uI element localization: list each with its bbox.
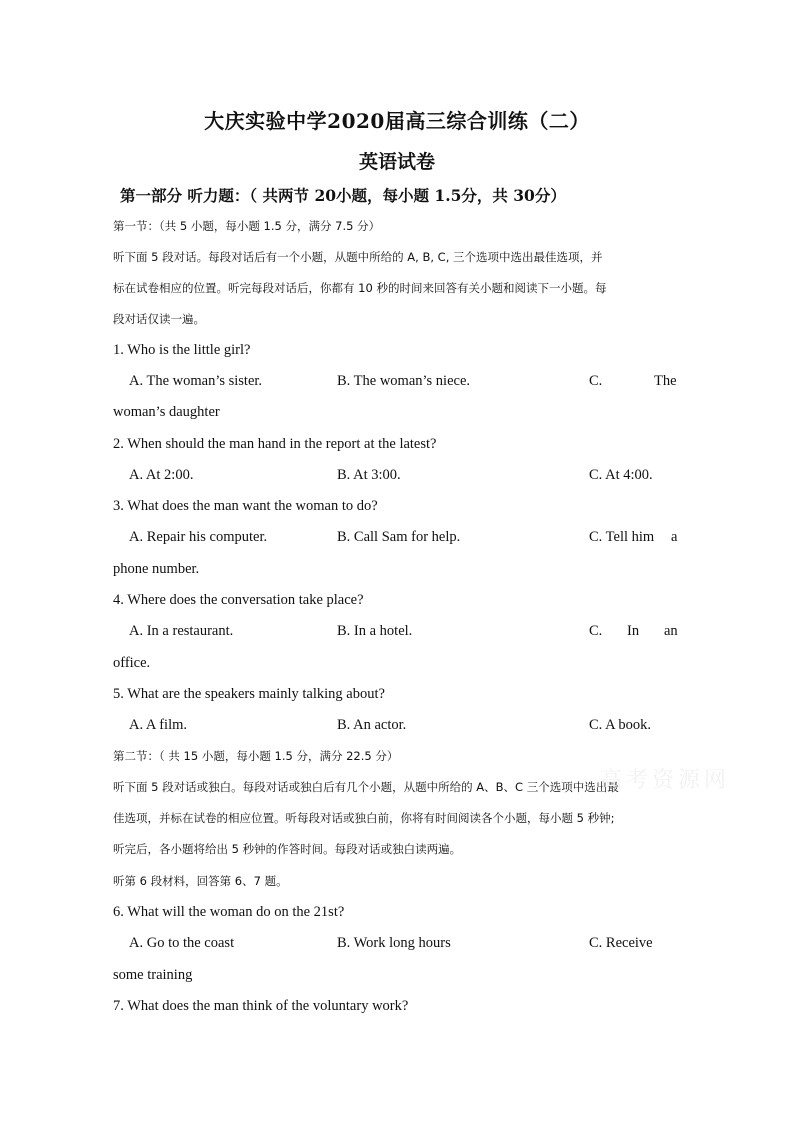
question-5-option-a: A. A film. [129,717,188,733]
question-5-stem: 5. What are the speakers mainly talking about? [113,686,385,702]
part1-heading: 第一部分 听力题：（ 共两节 20小题，每小题 1.5分，共 30分） [120,186,566,205]
question-3-option-b: B. Call Sam for help. [337,529,461,545]
question-6-option-c: C. Receive [589,935,653,951]
material-note: 听第 6 段材料，回答第 6、7 题。 [113,874,288,888]
section2-instructions-line1: 听下面 5 段对话或独白。每段对话或独白后有几个小题，从题中所给的 A、B、C 三个选项中选出最 [113,780,619,794]
question-4-option-b: B. In a hotel. [337,623,413,639]
question-2-option-c: C. At 4:00. [589,467,653,483]
question-1-option-a: A. The woman’s sister. [129,373,263,389]
question-3-option-c-label: C. Tell him [589,529,655,545]
question-1-option-b: B. The woman’s niece. [337,373,471,389]
question-1-stem: 1. Who is the little girl? [113,342,251,358]
question-3-option-c-text: a [671,529,678,545]
question-6-stem: 6. What will the woman do on the 21st? [113,904,345,920]
question-2-option-a: A. At 2:00. [129,467,194,483]
section1-instructions-line2: 标在试卷相应的位置。听完每段对话后，你都有 10 秒的时间来回答有关小题和阅读下一小题。每 [113,281,607,295]
question-3-option-c-continued: phone number. [113,561,200,577]
question-4-option-c-label: C. [589,623,603,639]
section2-heading: 第二节：（ 共 15 小题，每小题 1.5 分，满分 22.5 分） [113,749,399,763]
question-4-option-c-word1: In [627,623,640,639]
question-6-option-a: A. Go to the coast [129,935,235,951]
question-5-option-b: B. An actor. [337,717,407,733]
question-6-option-c-continued: some training [113,967,193,983]
question-4-option-c-continued: office. [113,655,151,671]
question-3-option-a: A. Repair his computer. [129,529,268,545]
question-1-option-c-text: The [654,373,677,389]
watermark: 高考资源网 [600,768,731,793]
question-7-stem: 7. What does the man think of the voluntary work? [113,998,409,1014]
question-1-option-c-label: C. [589,373,603,389]
section1-instructions-line1: 听下面 5 段对话。每段对话后有一个小题，从题中所给的 A, B, C, 三个选项中选出最佳选项，并 [113,250,603,264]
section1-heading: 第一节：（共 5 小题，每小题 1.5 分，满分 7.5 分） [113,219,381,233]
question-3-stem: 3. What does the man want the woman to do? [113,498,378,514]
exam-title: 大庆实验中学2020届高三综合训练（二） [204,109,590,133]
question-4-stem: 4. Where does the conversation take place? [113,592,364,608]
section2-instructions-line3: 听完后，各小题将给出 5 秒钟的作答时间。每段对话或独白读两遍。 [113,842,462,856]
exam-subject: 英语试卷 [358,151,435,173]
section2-instructions-line2: 佳选项，并标在试卷的相应位置。听每段对话或独白前，你将有时间阅读各个小题，每小题 5 秒钟; [113,811,615,825]
question-1-option-c-continued: woman’s daughter [113,404,220,420]
question-4-option-c-word2: an [664,623,678,639]
question-2-option-b: B. At 3:00. [337,467,401,483]
question-2-stem: 2. When should the man hand in the report at the latest? [113,436,437,452]
question-5-option-c: C. A book. [589,717,652,733]
question-4-option-a: A. In a restaurant. [129,623,234,639]
question-6-option-b: B. Work long hours [337,935,451,951]
section1-instructions-line3: 段对话仅读一遍。 [113,312,205,326]
